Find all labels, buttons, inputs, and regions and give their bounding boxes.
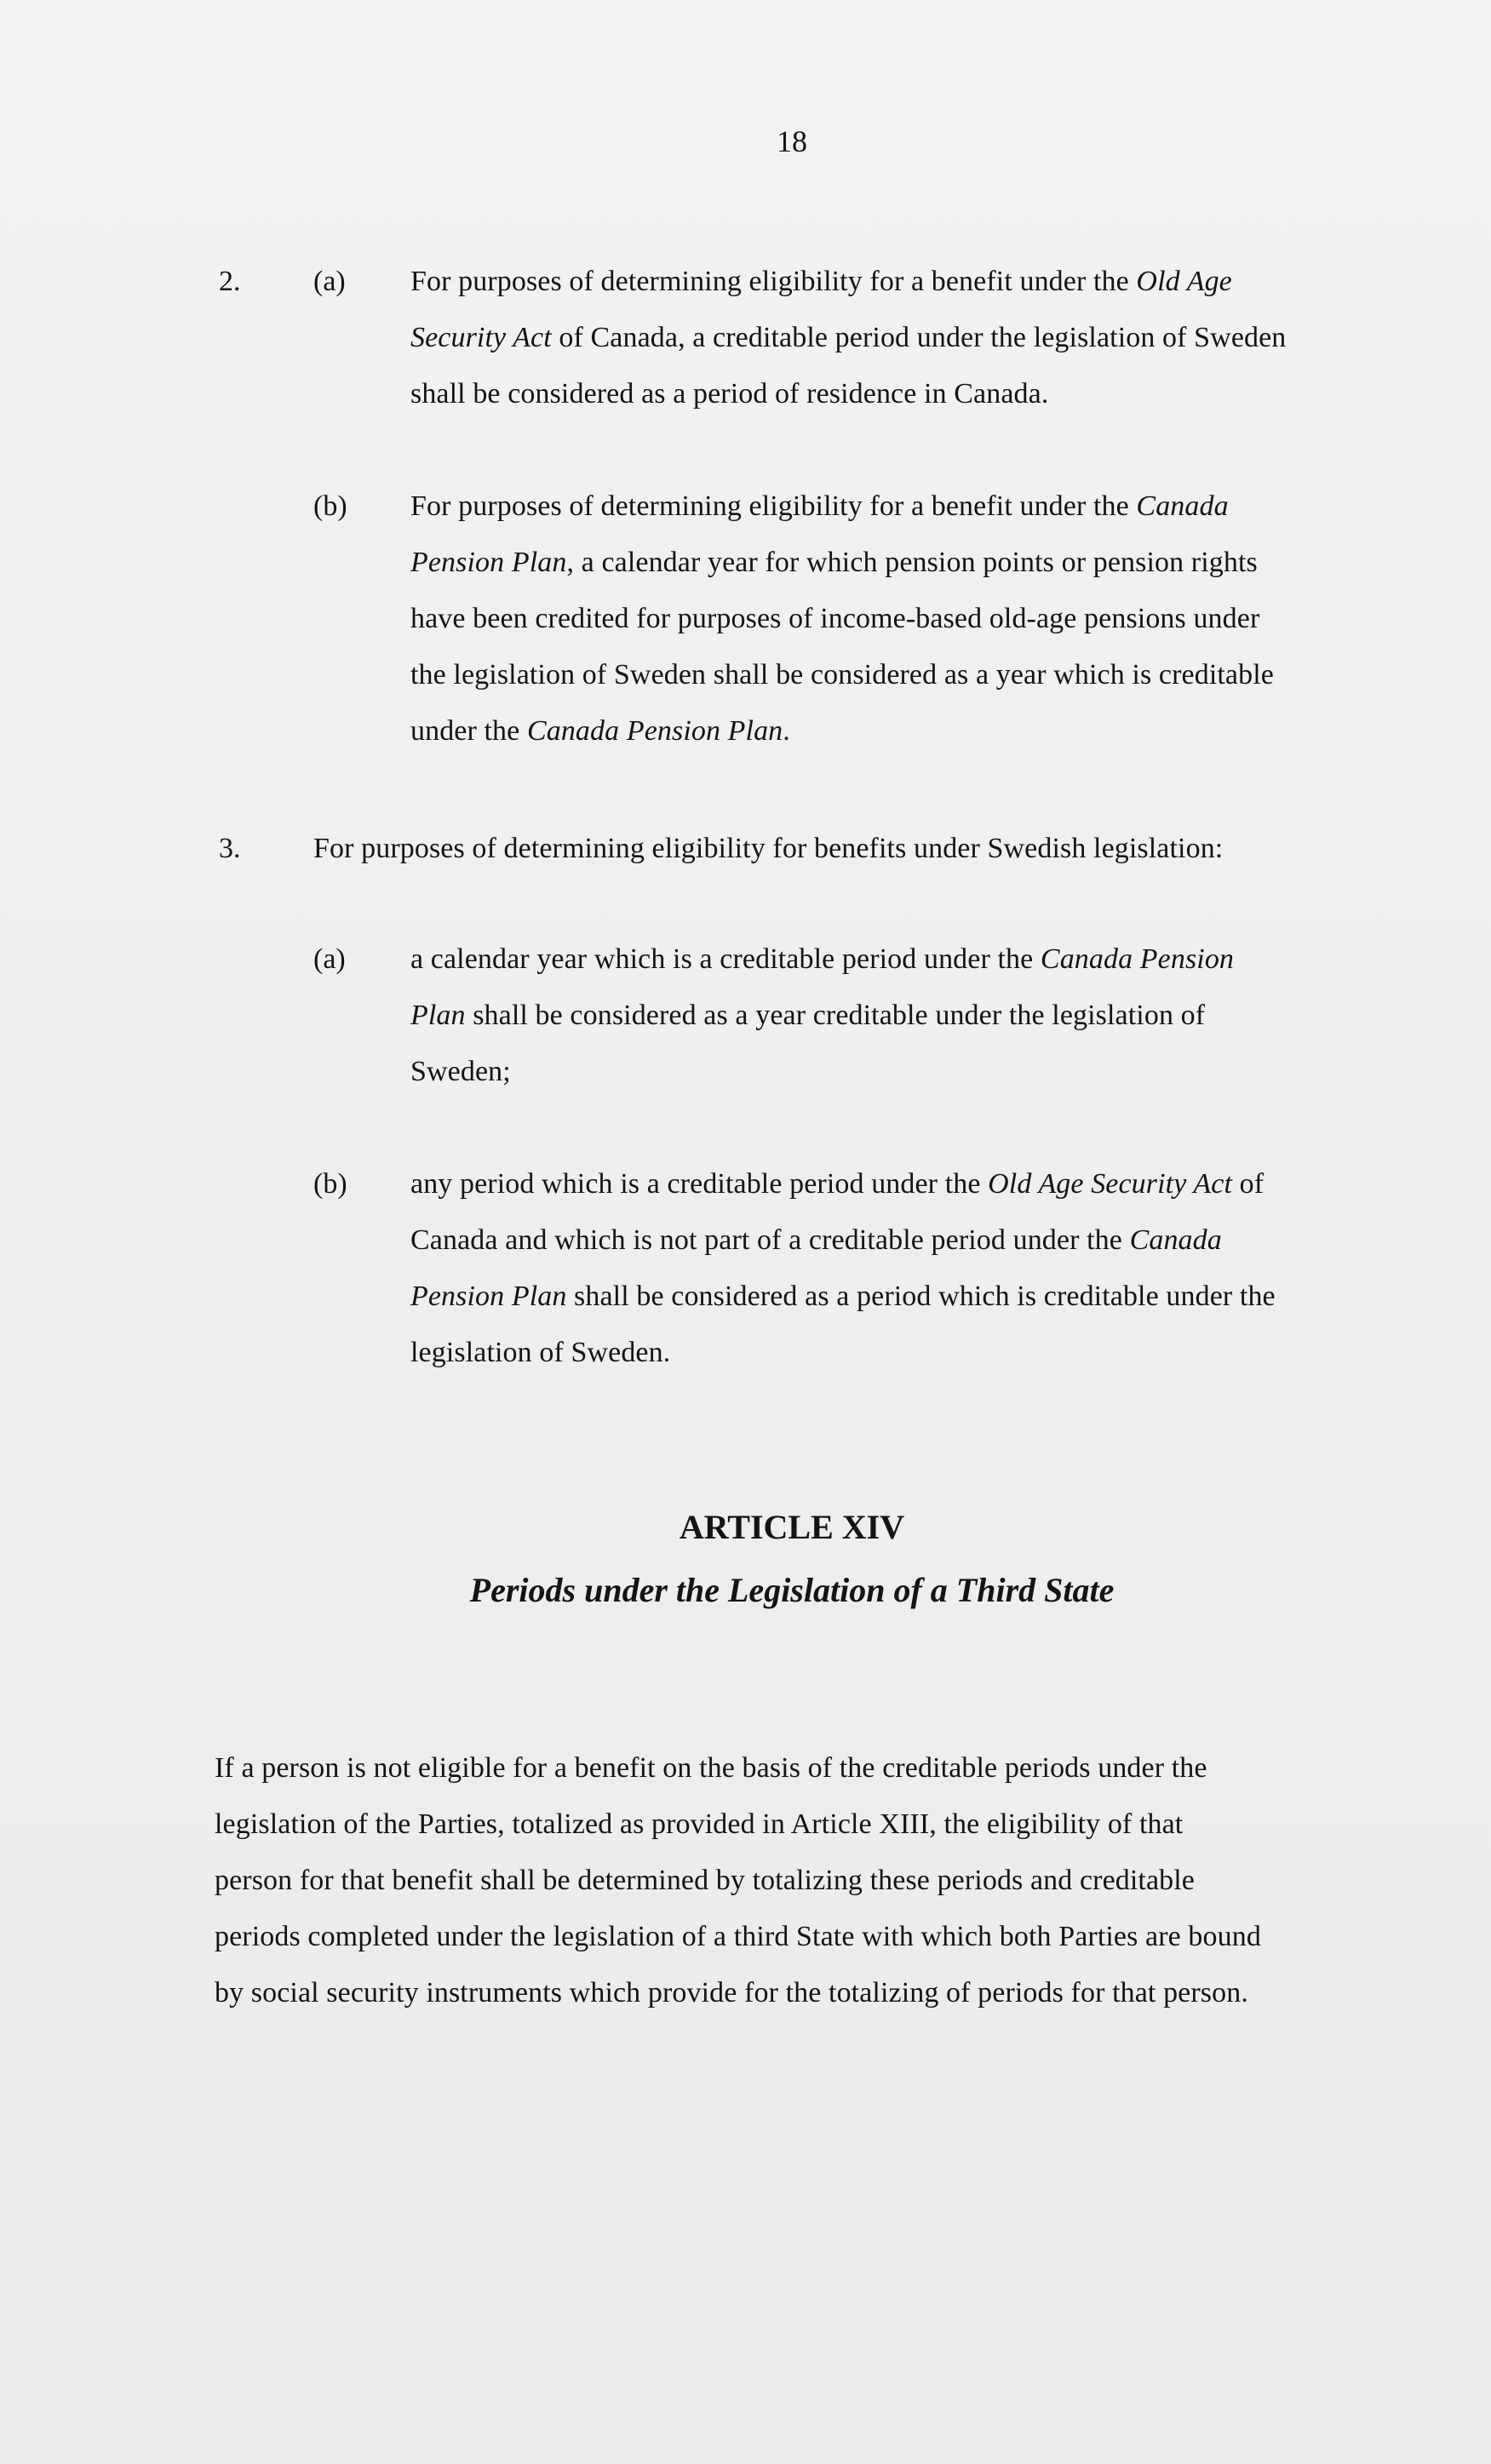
para2b-line1 <box>410 490 1229 523</box>
para2b-line1-text: For purposes of determining eligibility for a benefit under the <box>410 490 1137 522</box>
para2b-line5-italic: Canada Pension Plan <box>526 715 783 747</box>
para2a-line2 <box>410 322 1286 354</box>
para3b-line1 <box>410 1168 1264 1200</box>
para3a-line2-italic: Plan <box>410 1000 466 1031</box>
para3b-line1-end: of <box>1232 1168 1264 1200</box>
para2b-line2-italic: Pension Plan <box>410 547 567 578</box>
article-body-line-1: If a person is not eligible for a benefit on the basis of the creditable periods under the <box>215 1752 1207 1784</box>
para2b-line2-text: , a calendar year for which pension points or pension rights <box>566 547 1258 578</box>
para3b-line3-text: shall be considered as a period which is creditable under the <box>566 1281 1276 1312</box>
para2b-line3: have been credited for purposes of income-based old-age pensions under <box>410 603 1260 634</box>
article-body-line-4: periods completed under the legislation of a third State with which both Parties are bound <box>215 1921 1261 1952</box>
article-title: Periods under the Legislation of a Third State <box>469 1571 1115 1609</box>
paragraph-number-3: 3. <box>219 833 241 864</box>
item-label-2a: (a) <box>313 266 346 297</box>
para3b-line3 <box>410 1281 1276 1313</box>
article-body-line-5: by social security instruments which provide for the totalizing of periods for that person. <box>215 1977 1248 2008</box>
para3a-line2 <box>410 1000 1205 1032</box>
para3b-line4: legislation of Sweden. <box>410 1337 671 1368</box>
page-number: 18 <box>777 124 807 158</box>
para2a-line1-text: For purposes of determining eligibility for a benefit under the <box>410 266 1137 297</box>
para3b-line1-italic: Old Age Security Act <box>988 1168 1232 1200</box>
para3a-line1 <box>410 943 1234 976</box>
para3b-line2-text: Canada and which is not part of a creditable period under the <box>410 1224 1130 1256</box>
para3a-line1-text: a calendar year which is a creditable period under the <box>410 943 1041 975</box>
paragraph-number-2: 2. <box>219 266 241 297</box>
para2a-line3: shall be considered as a period of residence in Canada. <box>410 378 1049 410</box>
para2b-line2 <box>410 547 1258 579</box>
para3b-line1-text: any period which is a creditable period under the <box>410 1168 989 1200</box>
para3b-line2-italic: Canada <box>1129 1224 1222 1256</box>
para2a-line1 <box>410 266 1232 298</box>
para2a-line2-italic: Security Act <box>410 322 552 353</box>
para2a-line1-italic: Old Age <box>1136 266 1232 297</box>
para3a-line3: Sweden; <box>410 1056 511 1087</box>
para2a-line2-text: of Canada, a creditable period under the legislation of Sweden <box>551 322 1287 353</box>
para2b-line5-text: under the <box>410 715 527 747</box>
item-label-2b: (b) <box>313 490 347 522</box>
para3b-line3-italic: Pension Plan <box>410 1281 567 1312</box>
article-heading: ARTICLE XIV <box>679 1508 905 1546</box>
article-body-line-2: legislation of the Parties, totalized as provided in Article XIII, the eligibility of that <box>215 1808 1184 1840</box>
para3b-line2 <box>410 1224 1222 1257</box>
item-label-3a: (a) <box>313 943 346 975</box>
para2b-line5-end: . <box>783 715 790 747</box>
para3-intro: For purposes of determining eligibility for benefits under Swedish legislation: <box>313 833 1224 864</box>
para3a-line2-text: shall be considered as a year creditable under the legislation of <box>465 1000 1206 1031</box>
para3a-line1-italic: Canada Pension <box>1040 943 1235 975</box>
para2b-line4: the legislation of Sweden shall be considered as a year which is creditable <box>410 659 1274 690</box>
para2b-line5 <box>410 715 790 748</box>
item-label-3b: (b) <box>313 1168 347 1200</box>
para2b-line1-italic: Canada <box>1136 490 1229 522</box>
article-body-line-3: person for that benefit shall be determined by totalizing these periods and creditable <box>215 1865 1195 1896</box>
